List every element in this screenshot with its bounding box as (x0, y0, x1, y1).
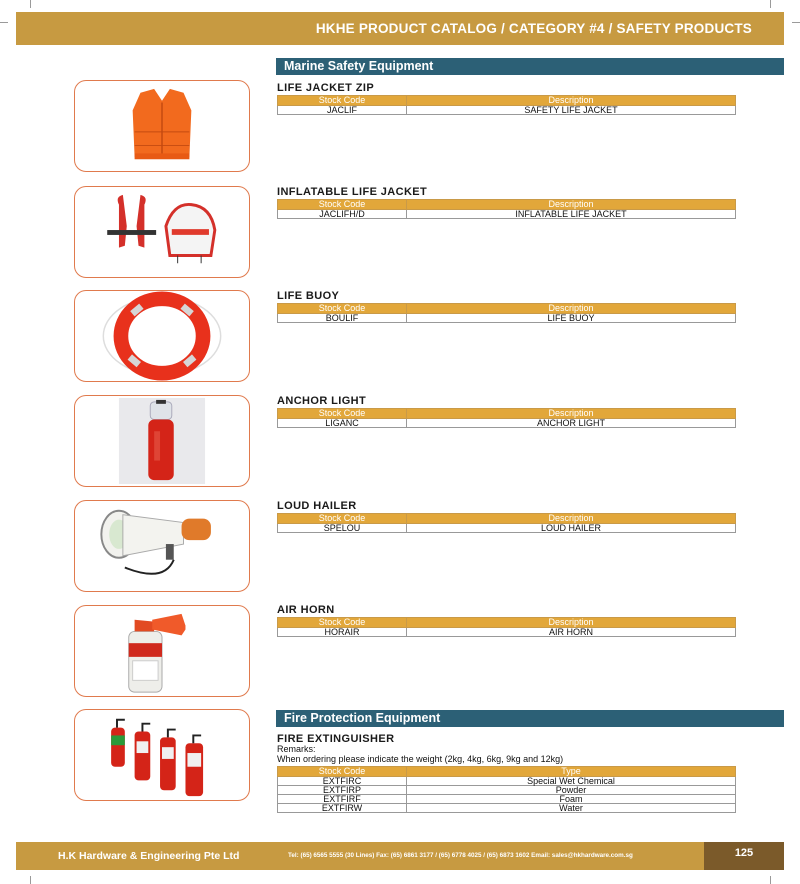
table-row (278, 804, 736, 813)
stock-code-cell: EXTFIRC (278, 777, 407, 786)
description-header: Description (407, 96, 736, 106)
stock-code-header: Stock Code (278, 409, 407, 419)
type-cell: Water (407, 804, 736, 813)
product-table (277, 303, 736, 323)
crop-mark (770, 0, 771, 8)
stock-code-header: Stock Code (278, 514, 407, 524)
stock-code-cell: HORAIR (278, 628, 407, 637)
crop-mark (792, 22, 800, 23)
product-title: AIR HORN (277, 604, 335, 616)
catalog-footer (16, 842, 784, 870)
stock-code-cell: JACLIF (278, 106, 407, 115)
product-table (277, 408, 736, 428)
description-cell: AIR HORN (407, 628, 736, 637)
description-header: Description (407, 618, 736, 628)
description-header: Description (407, 304, 736, 314)
description-cell: INFLATABLE LIFE JACKET (407, 210, 736, 219)
product-title: LIFE JACKET ZIP (277, 82, 375, 94)
crop-mark (30, 0, 31, 8)
type-cell: Foam (407, 795, 736, 804)
crop-mark (30, 876, 31, 884)
catalog-header (16, 12, 784, 45)
description-header: Description (407, 514, 736, 524)
fire-extinguisher-image (74, 709, 250, 801)
description-header: Description (407, 409, 736, 419)
stock-code-header: Stock Code (278, 767, 407, 777)
stock-code-cell: BOULIF (278, 314, 407, 323)
page-number: 125 (704, 842, 784, 870)
product-title: INFLATABLE LIFE JACKET (277, 186, 428, 198)
product-title: LOUD HAILER (277, 500, 357, 512)
section-marine: Marine Safety Equipment (276, 58, 784, 75)
stock-code-header: Stock Code (278, 96, 407, 106)
type-header: Type (407, 767, 736, 777)
product-title: FIRE EXTINGUISHER (277, 733, 395, 745)
description-header: Description (407, 200, 736, 210)
type-cell: Special Wet Chemical (407, 777, 736, 786)
stock-code-cell: EXTFIRW (278, 804, 407, 813)
stock-code-cell: SPELOU (278, 524, 407, 533)
product-title: ANCHOR LIGHT (277, 395, 367, 407)
crop-mark (770, 876, 771, 884)
product-table (277, 513, 736, 533)
company-name: H.K Hardware & Engineering Pte Ltd (58, 850, 240, 862)
product-table (277, 95, 736, 115)
extinguisher-table (277, 766, 736, 813)
product-title: LIFE BUOY (277, 290, 340, 302)
section-fire: Fire Protection Equipment (276, 710, 784, 727)
stock-code-cell: EXTFIRP (278, 786, 407, 795)
remarks-text: When ordering please indicate the weight (2kg, 4kg, 6kg, 9kg and 12kg) (277, 754, 564, 764)
crop-mark (0, 22, 8, 23)
air-horn-image (74, 605, 250, 697)
life-buoy-image (74, 290, 250, 382)
contact-info: Tel: (65) 6565 5555 (30 Lines) Fax: (65) 6861 3177 / (65) 6778 4025 / (65) 6873 1602 Email: sales@hkhardware.com.sg (288, 852, 633, 859)
remarks-label: Remarks: (277, 744, 316, 754)
stock-code-cell: JACLIFH/D (278, 210, 407, 219)
anchor-light-image (74, 395, 250, 487)
description-cell: LOUD HAILER (407, 524, 736, 533)
inflatable-life-jacket-image (74, 186, 250, 278)
loud-hailer-image (74, 500, 250, 592)
type-cell: Powder (407, 786, 736, 795)
description-cell: LIFE BUOY (407, 314, 736, 323)
stock-code-header: Stock Code (278, 304, 407, 314)
stock-code-cell: LIGANC (278, 419, 407, 428)
stock-code-header: Stock Code (278, 618, 407, 628)
life-jacket-image (74, 80, 250, 172)
stock-code-cell: EXTFIRF (278, 795, 407, 804)
description-cell: ANCHOR LIGHT (407, 419, 736, 428)
product-table (277, 199, 736, 219)
stock-code-header: Stock Code (278, 200, 407, 210)
catalog-title: HKHE PRODUCT CATALOG / CATEGORY #4 / SAFETY PRODUCTS (315, 21, 752, 36)
description-cell: SAFETY LIFE JACKET (407, 106, 736, 115)
product-table (277, 617, 736, 637)
